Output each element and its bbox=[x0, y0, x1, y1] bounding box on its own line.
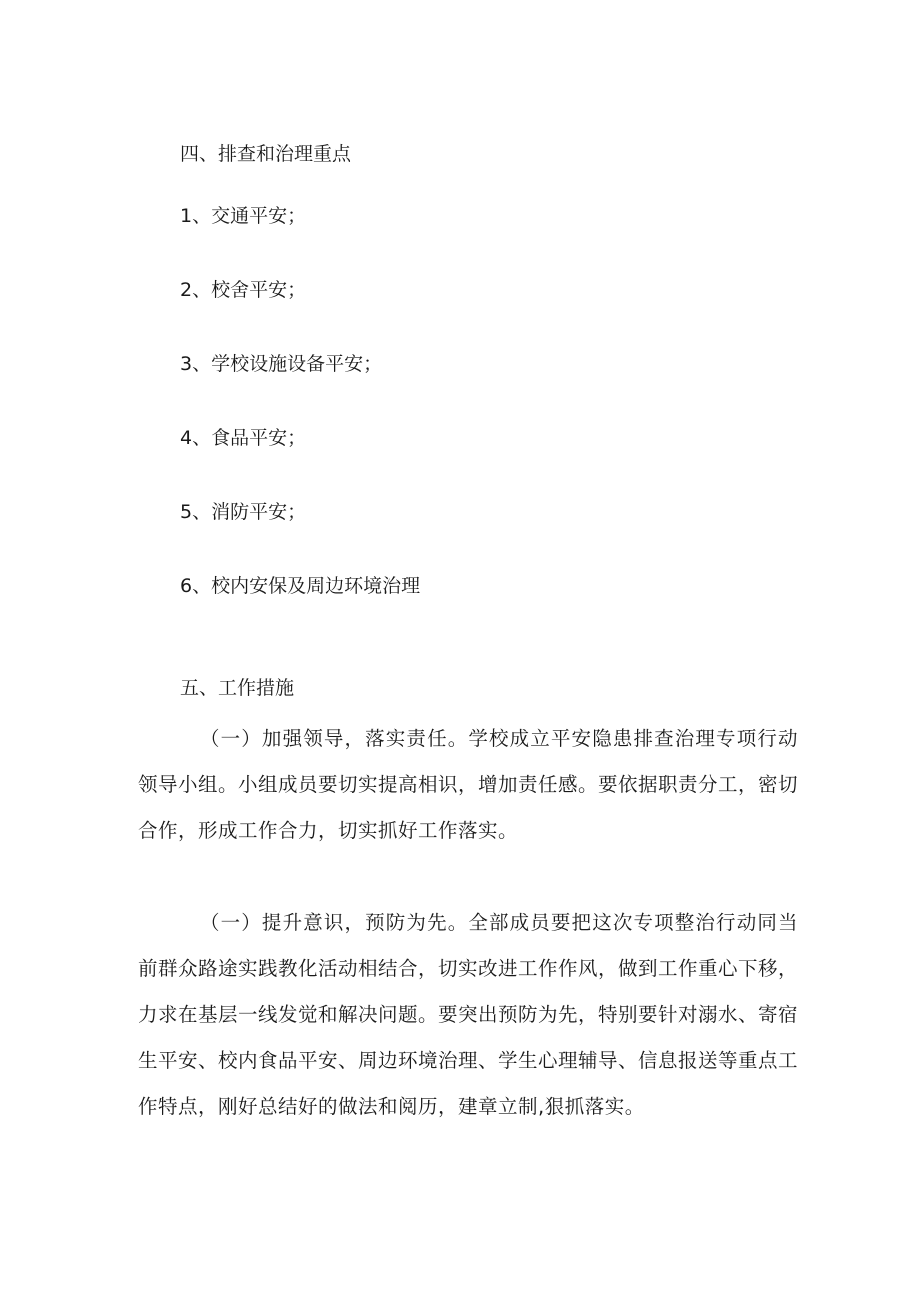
list-item: 4、食品平安； bbox=[180, 427, 307, 449]
list-item: 3、学校设施设备平安； bbox=[180, 353, 383, 375]
list-item: 1、交通平安； bbox=[180, 205, 307, 227]
list-item: 2、校舍平安； bbox=[180, 279, 307, 301]
paragraph-raise-awareness: （一）提升意识，预防为先。全部成员要把这次专项整治行动同当前群众路途实践教化活动相结合，切实改进工作作风，做到工作重心下移，力求在基层一线发觉和解决问题。要突出预防为先，特别要针对溺水、寄宿生平安、校内食品平安、周边环境治理、学生心理辅导、信息报送等重点工作特点，刚好总结好的做法和阅历，建章立制,狠抓落实。 bbox=[138, 911, 799, 1118]
list-item: 6、校内安保及周边环境治理 bbox=[180, 575, 421, 597]
section-4-heading: 四、排查和治理重点 bbox=[180, 143, 352, 165]
paragraph-strengthen-leadership: （一）加强领导，落实责任。学校成立平安隐患排查治理专项行动领导小组。小组成员要切实提高相识，增加责任感。要依据职责分工，密切合作，形成工作合力，切实抓好工作落实。 bbox=[138, 727, 799, 842]
section-5-heading: 五、工作措施 bbox=[180, 677, 295, 699]
list-item: 5、消防平安； bbox=[180, 501, 307, 523]
